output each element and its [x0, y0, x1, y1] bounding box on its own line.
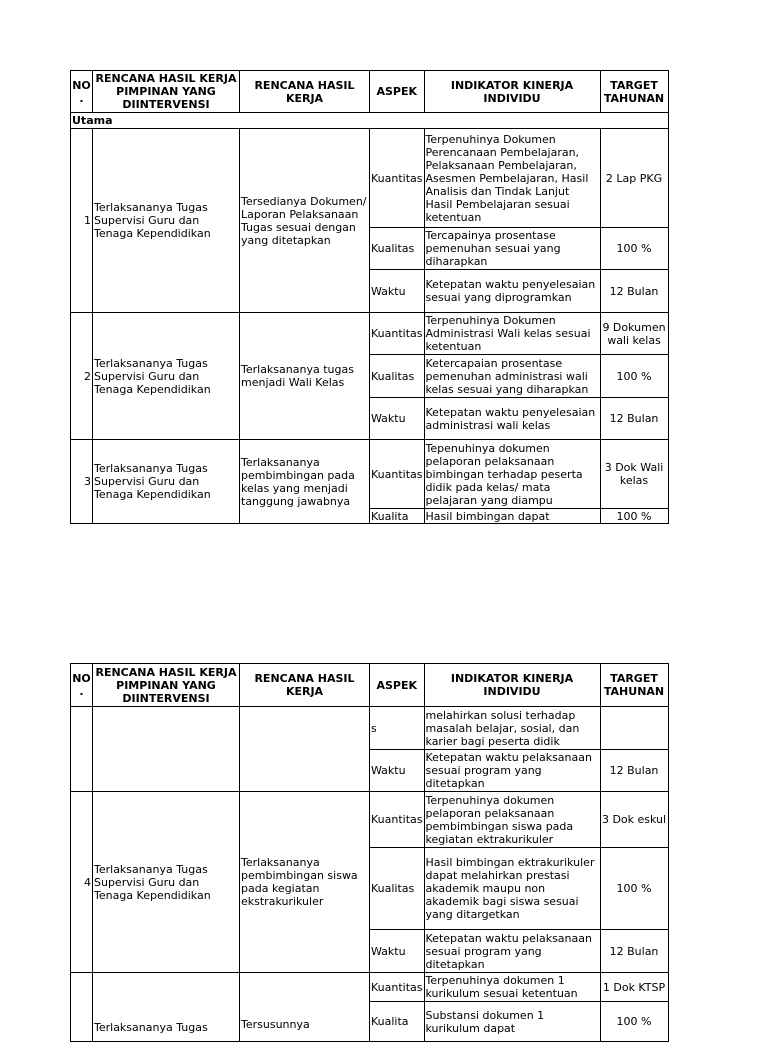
header-row [71, 664, 669, 707]
row-number [71, 707, 93, 792]
aspek-cell: Kuantitas [370, 792, 425, 848]
indikator-cell: Terpenuhinya Dokumen Perencanaan Pembelajaran, Pelaksanaan Pembelajaran, Asesmen Pembelajaran, Hasil Analisis dan Tindak Lanjut Hasil Pembelajaran sesuai ketentuan [424, 129, 600, 228]
performance-table-2 [70, 663, 669, 1042]
indikator-cell: Hasil bimbingan dapat [424, 509, 600, 524]
target-cell: 3 Dok Wali kelas [600, 440, 668, 509]
target-cell: 100 % [600, 355, 668, 398]
table-row [71, 792, 669, 848]
indikator-cell: Ketepatan waktu penyelesaian administrasi wali kelas [424, 398, 600, 440]
header-indikator: INDIKATOR KINERJA INDIVIDU [424, 71, 600, 113]
table-row [71, 973, 669, 1002]
aspek-cell: Kuantitas [370, 313, 425, 355]
indikator-cell: Tercapainya prosentase pemenuhan sesuai yang diharapkan [424, 228, 600, 270]
rhk-pimpinan-cell: Terlaksananya Tugas [93, 973, 240, 1042]
aspek-cell: Kuantitas [370, 129, 425, 228]
table-row [71, 313, 669, 355]
header-aspek: ASPEK [370, 664, 425, 707]
rhk-pimpinan-cell: Terlaksananya Tugas Supervisi Guru dan Tenaga Kependidikan [93, 440, 240, 524]
aspek-cell: Waktu [370, 270, 425, 313]
performance-table-1 [70, 70, 669, 524]
target-cell: 100 % [600, 228, 668, 270]
rhk-cell: Terlaksananya pembimbingan siswa pada kegiatan ekstrakurikuler [240, 792, 370, 973]
indikator-cell: Terpenuhinya dokumen 1 kurikulum sesuai ketentuan [424, 973, 600, 1002]
header-indikator: INDIKATOR KINERJA INDIVIDU [424, 664, 600, 707]
target-cell: 1 Dok KTSP [600, 973, 668, 1002]
indikator-cell: Ketepatan waktu pelaksanaan sesuai program yang ditetapkan [424, 750, 600, 792]
target-cell: 12 Bulan [600, 270, 668, 313]
aspek-cell: s [370, 707, 425, 750]
target-cell: 2 Lap PKG [600, 129, 668, 228]
row-number [71, 973, 93, 1042]
row-number: 3 [71, 440, 93, 524]
indikator-cell: Hasil bimbingan ektrakurikuler dapat melahirkan prestasi akademik maupu non akademik bagi siswa sesuai yang ditargetkan [424, 848, 600, 930]
aspek-cell: Kuantitas [370, 440, 425, 509]
section-row [71, 113, 669, 129]
indikator-cell: melahirkan solusi terhadap masalah belajar, sosial, dan karier bagi peserta didik [424, 707, 600, 750]
rhk-cell: Terlaksananya pembimbingan pada kelas yang menjadi tanggung jawabnya [240, 440, 370, 524]
target-cell: 9 Dokumen wali kelas [600, 313, 668, 355]
table-row [71, 129, 669, 228]
header-rhk-pimpinan: RENCANA HASIL KERJA PIMPINAN YANG DIINTERVENSI [93, 71, 240, 113]
header-rhk-pimpinan: RENCANA HASIL KERJA PIMPINAN YANG DIINTERVENSI [93, 664, 240, 707]
indikator-cell: Ketercapaian prosentase pemenuhan administrasi wali kelas sesuai yang diharapkan [424, 355, 600, 398]
header-row [71, 71, 669, 113]
aspek-cell: Kualita [370, 1002, 425, 1042]
header-rhk: RENCANA HASIL KERJA [240, 664, 370, 707]
target-cell: 100 % [600, 1002, 668, 1042]
target-cell: 3 Dok eskul [600, 792, 668, 848]
rhk-pimpinan-cell: Terlaksananya Tugas Supervisi Guru dan Tenaga Kependidikan [93, 313, 240, 440]
target-cell [600, 707, 668, 750]
aspek-cell: Waktu [370, 930, 425, 973]
rhk-pimpinan-cell: Terlaksananya Tugas Supervisi Guru dan Tenaga Kependidikan [93, 792, 240, 973]
rhk-cell [240, 707, 370, 792]
target-cell: 12 Bulan [600, 930, 668, 973]
aspek-cell: Kualita [370, 509, 425, 524]
table-row [71, 707, 669, 750]
aspek-cell: Kuantitas [370, 973, 425, 1002]
target-cell: 100 % [600, 509, 668, 524]
indikator-cell: Ketepatan waktu penyelesaian sesuai yang diprogramkan [424, 270, 600, 313]
rhk-pimpinan-cell [93, 707, 240, 792]
rhk-cell: Terlaksananya tugas menjadi Wali Kelas [240, 313, 370, 440]
header-aspek: ASPEK [370, 71, 425, 113]
target-cell: 12 Bulan [600, 398, 668, 440]
indikator-cell: Tepenuhinya dokumen pelaporan pelaksanaan bimbingan terhadap peserta didik pada kelas/ mata pelajaran yang diampu [424, 440, 600, 509]
table-row [71, 440, 669, 509]
row-number: 2 [71, 313, 93, 440]
header-no: NO . [71, 664, 93, 707]
target-cell: 100 % [600, 848, 668, 930]
row-number: 4 [71, 792, 93, 973]
header-target: TARGET TAHUNAN [600, 664, 668, 707]
rhk-pimpinan-cell: Terlaksananya Tugas Supervisi Guru dan Tenaga Kependidikan [93, 129, 240, 313]
target-cell: 12 Bulan [600, 750, 668, 792]
rhk-cell: Tersedianya Dokumen/ Laporan Pelaksanaan Tugas sesuai dengan yang ditetapkan [240, 129, 370, 313]
row-number: 1 [71, 129, 93, 313]
aspek-cell: Kualitas [370, 355, 425, 398]
indikator-cell: Substansi dokumen 1 kurikulum dapat [424, 1002, 600, 1042]
indikator-cell: Terpenuhinya Dokumen Administrasi Wali kelas sesuai ketentuan [424, 313, 600, 355]
indikator-cell: Ketepatan waktu pelaksanaan sesuai program yang ditetapkan [424, 930, 600, 973]
rhk-cell: Tersusunnya [240, 973, 370, 1042]
section-label: Utama [71, 113, 669, 129]
header-rhk: RENCANA HASIL KERJA [240, 71, 370, 113]
aspek-cell: Kualitas [370, 228, 425, 270]
header-no: NO . [71, 71, 93, 113]
header-target: TARGET TAHUNAN [600, 71, 668, 113]
indikator-cell: Terpenuhinya dokumen pelaporan pelaksanaan pembimbingan siswa pada kegiatan ektrakurikuler [424, 792, 600, 848]
aspek-cell: Kualitas [370, 848, 425, 930]
aspek-cell: Waktu [370, 750, 425, 792]
aspek-cell: Waktu [370, 398, 425, 440]
